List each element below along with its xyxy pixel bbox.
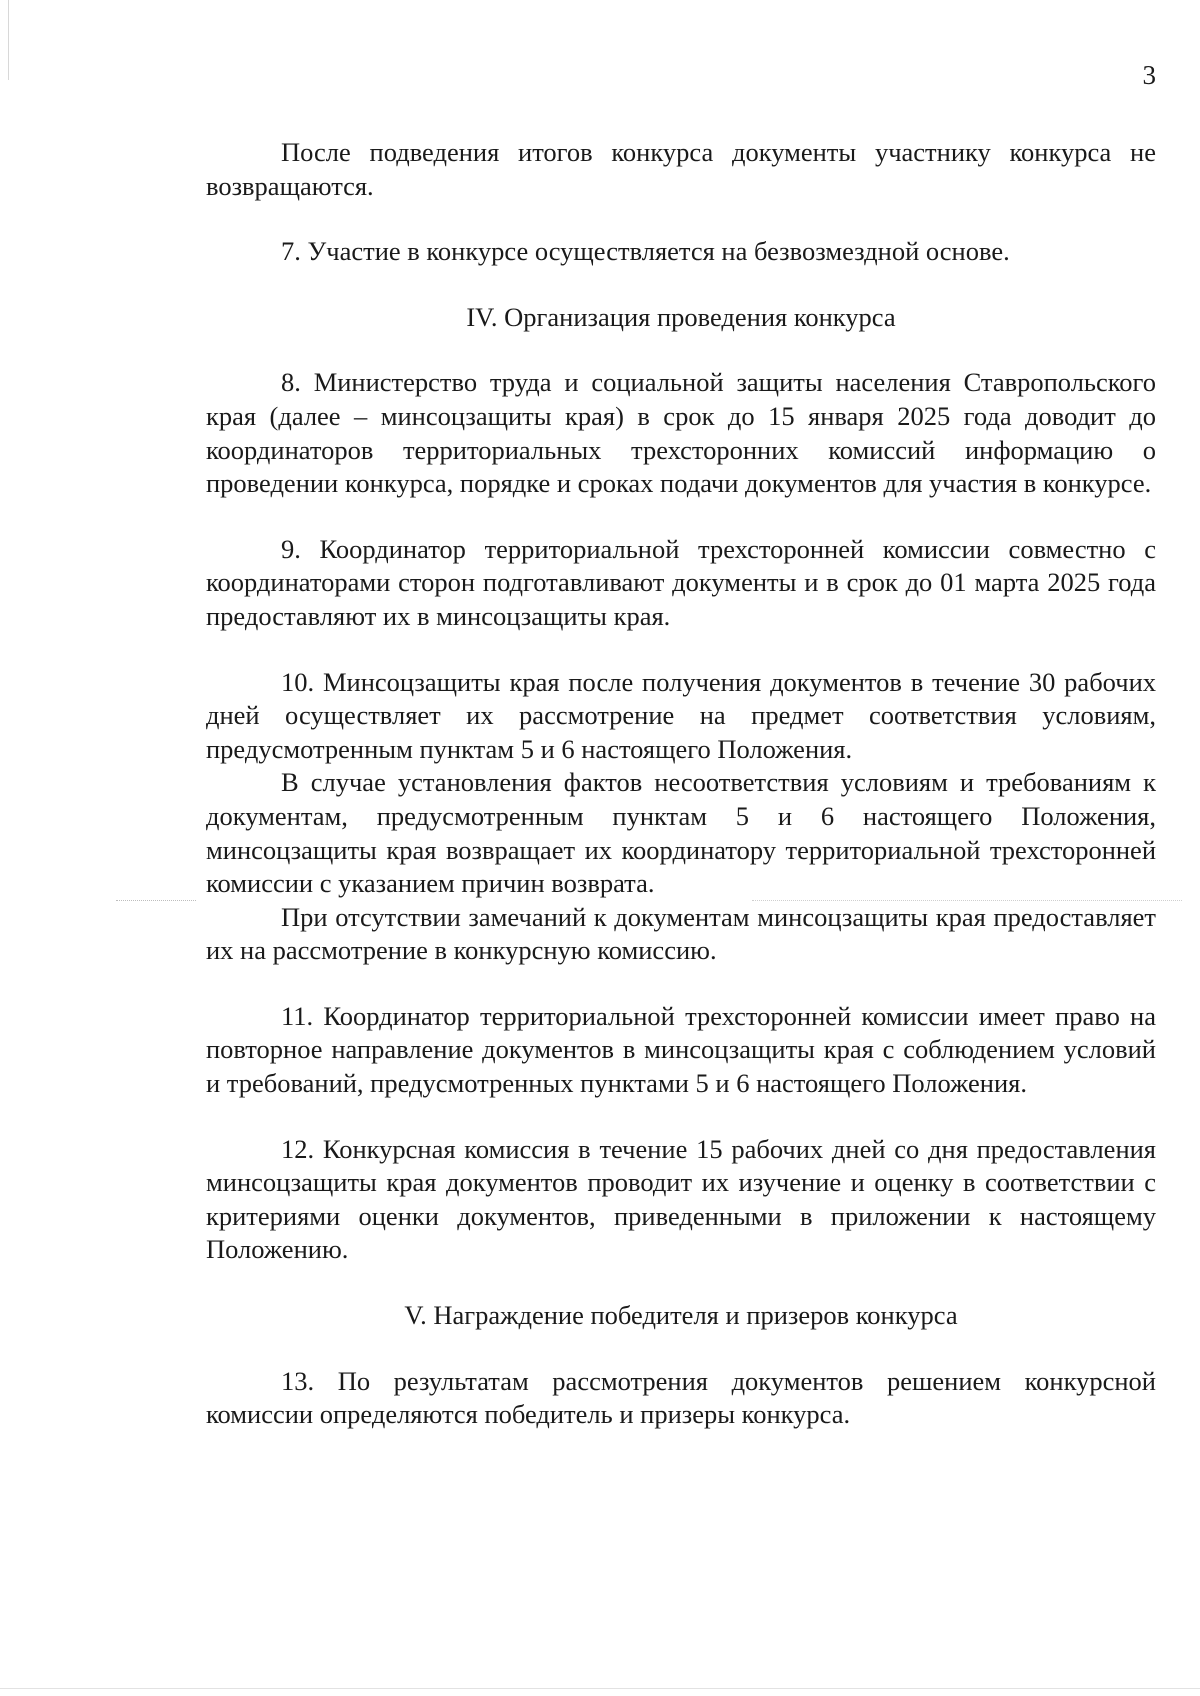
scan-edge-bottom [0, 1688, 1200, 1689]
paragraph-13: 13. По результатам рассмотрения документов решением конкурсной комиссии определяются победитель и призеры конкурса. [206, 1365, 1156, 1430]
paragraph-7: 7. Участие в конкурсе осуществляется на безвозмездной основе. [281, 236, 1010, 267]
document-body [206, 136, 1156, 1432]
scan-artifact-dots-left [116, 900, 196, 901]
paragraph-10: 10. Минсоцзащиты края после получения документов в течение 30 рабочих дней осуществляет их рассмотрение на предмет соответствия условиям, предусмотренным пунктам 5 и 6 настоящего Положения. [206, 666, 1156, 764]
section-heading-iv: IV. Организация проведения конкурса [466, 301, 896, 332]
paragraph-12: 12. Конкурсная комиссия в течение 15 рабочих дней со дня предоставления минсоцзащиты края документов проводит их изучение и оценку в соответствии с критериями оценки документов, приведенными в приложении к настоящему Положению. [206, 1133, 1156, 1265]
scan-edge-left [8, 0, 9, 80]
paragraph-11: 11. Координатор территориальной трехсторонней комиссии имеет право на повторное направление документов в минсоцзащиты края с соблюдением условий и требований, предусмотренных пунктами 5 и 6 настоящего Положения. [206, 1000, 1156, 1099]
section-heading-v: V. Награждение победителя и призеров конкурса [404, 1300, 958, 1331]
paragraph-9: 9. Координатор территориальной трехсторонней комиссии совместно с координаторами сторон подготавливают документы и в срок до 01 марта 2025 года предоставляют их в минсоцзащиты края. [206, 533, 1156, 631]
paragraph-10-no-remarks: При отсутствии замечаний к документам минсоцзащиты края предоставляет их на рассмотрение в конкурсную комиссию. [206, 901, 1156, 966]
paragraph-8: 8. Министерство труда и социальной защиты населения Ставропольского края (далее – минсоцзащиты края) в срок до 15 января 2025 года доводит до координаторов территориальных трехсторонних комиссий информацию о проведении конкурса, порядке и сроках подачи документов для участия в конкурсе. [206, 367, 1156, 499]
page-number: 3 [1142, 60, 1156, 90]
paragraph-10-return: В случае установления фактов несоответствия условиям и требованиям к документам, предусмотренным пунктам 5 и 6 настоящего Положения, минсоцзащиты края возвращает их координатору территориальной трехсторонней комиссии с указанием причин возврата. [206, 767, 1156, 899]
paragraph-documents-not-returned: После подведения итогов конкурса документы участнику конкурса не возвращаются. [206, 137, 1156, 201]
